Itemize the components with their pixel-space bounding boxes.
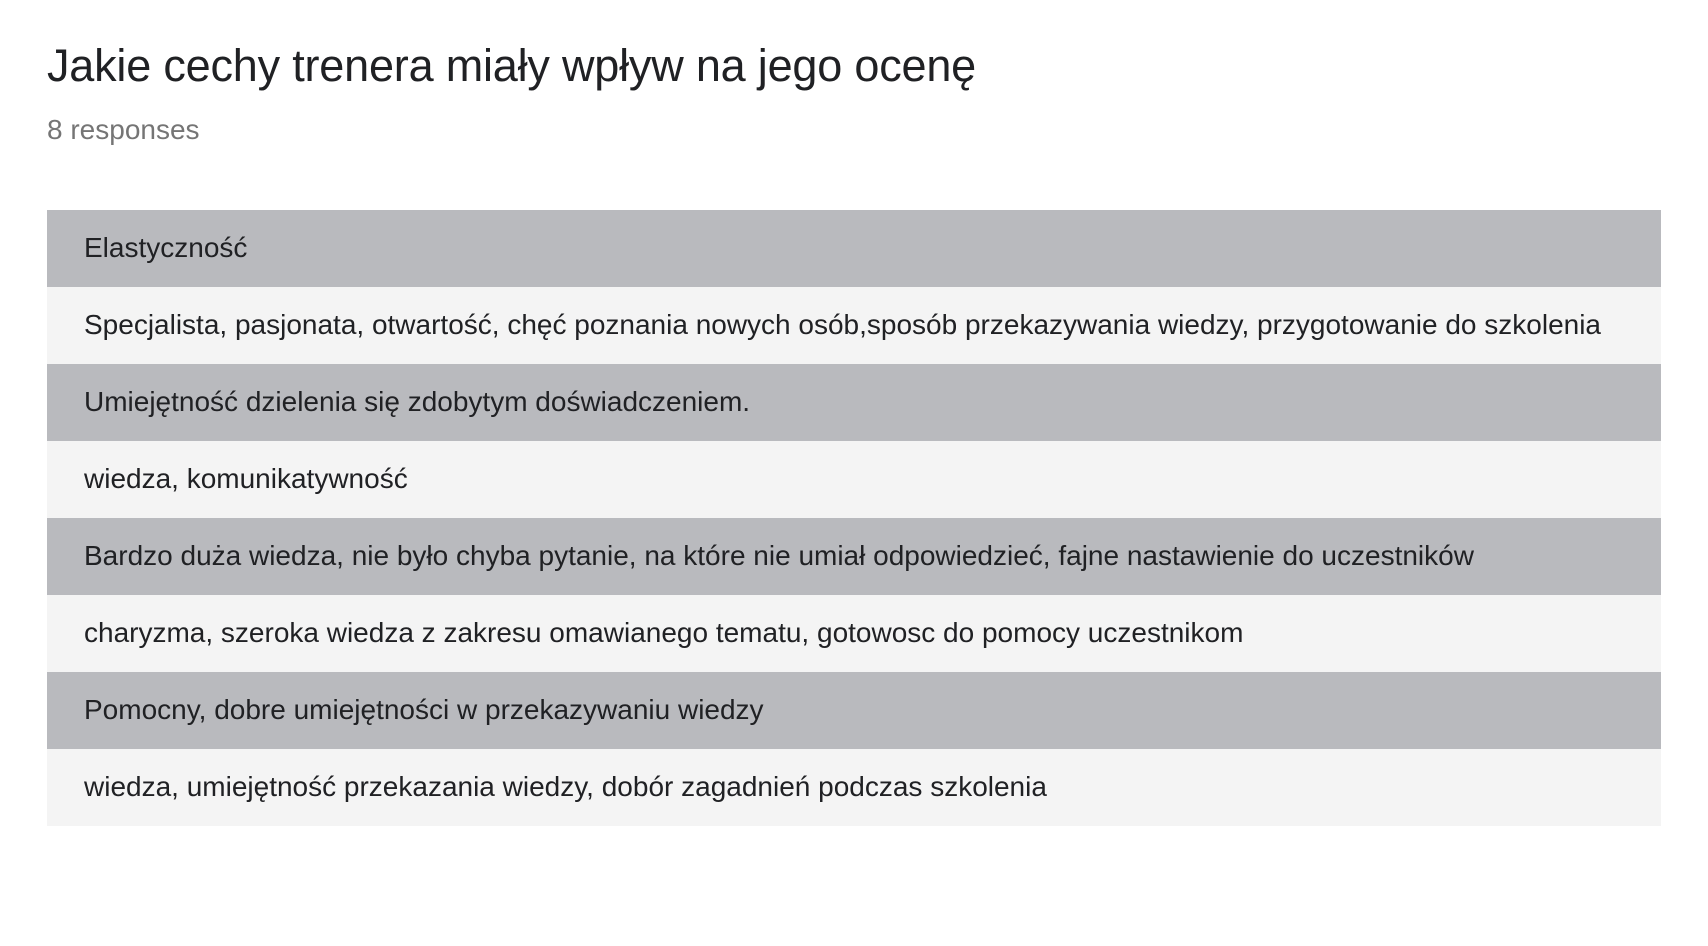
response-item: Specjalista, pasjonata, otwartość, chęć poznania nowych osób,sposób przekazywania wiedzy, przygotowanie do szkolenia [47, 287, 1661, 364]
response-item: wiedza, komunikatywność [47, 441, 1661, 518]
response-count: 8 responses [47, 114, 200, 145]
response-item: wiedza, umiejętność przekazania wiedzy, dobór zagadnień podczas szkolenia [47, 749, 1661, 826]
response-item: charyzma, szeroka wiedza z zakresu omawianego tematu, gotowosc do pomocy uczestnikom [47, 595, 1661, 672]
response-item: Elastyczność [47, 210, 1661, 287]
response-item: Bardzo duża wiedza, nie było chyba pytanie, na które nie umiał odpowiedzieć, fajne nastawienie do uczestników [47, 518, 1661, 595]
question-title: Jakie cechy trenera miały wpływ na jego ocenę [47, 40, 976, 91]
response-item: Pomocny, dobre umiejętności w przekazywaniu wiedzy [47, 672, 1661, 749]
response-item: Umiejętność dzielenia się zdobytym doświadczeniem. [47, 364, 1661, 441]
responses-list [47, 210, 1661, 826]
